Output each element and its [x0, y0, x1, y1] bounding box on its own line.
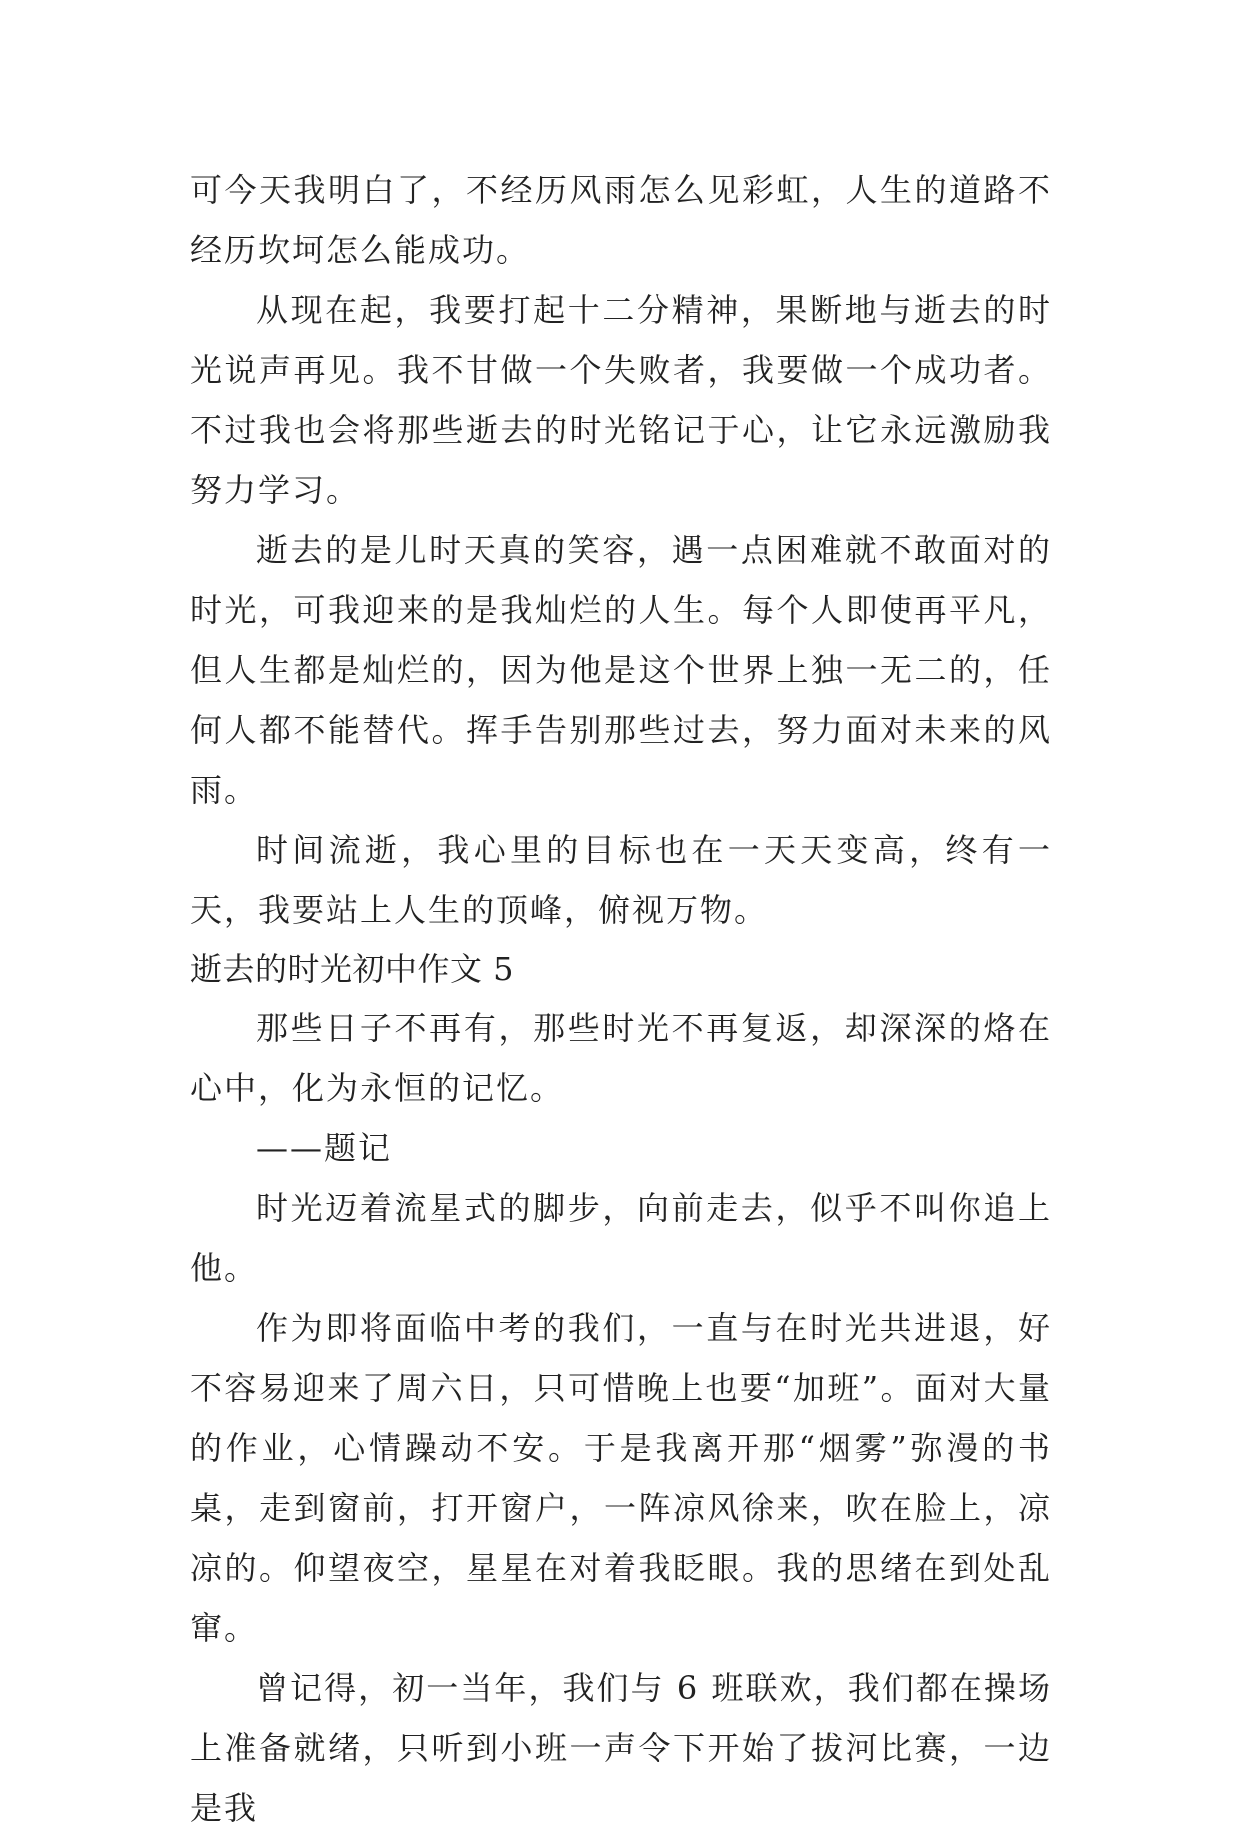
paragraph: 逝去的是儿时天真的笑容，遇一点困难就不敢面对的时光，可我迎来的是我灿烂的人生。每个人即使再平凡，但人生都是灿烂的，因为他是这个世界上独一无二的，任何人都不能替代。挥手告别那些过去，努力面对未来的风雨。 [190, 531, 1052, 809]
paragraph: 那些日子不再有，那些时光不再复返，却深深的烙在心中，化为永恒的记忆。 [190, 1009, 1052, 1107]
section-title: 逝去的时光初中作文 5 [190, 950, 515, 988]
paragraph: 作为即将面临中考的我们，一直与在时光共进退，好不容易迎来了周六日，只可惜晚上也要“加班”。面对大量的作业，心情躁动不安。于是我离开那“烟雾”弥漫的书桌，走到窗前，打开窗户，一阵凉风徐来，吹在脸上，凉凉的。仰望夜空，星星在对着我眨眼。我的思绪在到处乱窜。 [190, 1309, 1052, 1647]
paragraph: 曾记得，初一当年，我们与 6 班联欢，我们都在操场上准备就绪，只听到小班一声令下开始了拔河比赛，一边是我 [190, 1669, 1052, 1827]
paragraph: 时间流逝，我心里的目标也在一天天变高，终有一天，我要站上人生的顶峰，俯视万物。 [190, 831, 1052, 929]
essay-body [190, 160, 1052, 1838]
paragraph: 可今天我明白了，不经历风雨怎么见彩虹，人生的道路不经历坎坷怎么能成功。 [190, 171, 1052, 269]
paragraph: 从现在起，我要打起十二分精神，果断地与逝去的时光说声再见。我不甘做一个失败者，我要做一个成功者。不过我也会将那些逝去的时光铭记于心，让它永远激励我努力学习。 [190, 291, 1052, 509]
paragraph: 时光迈着流星式的脚步，向前走去，似乎不叫你追上他。 [190, 1189, 1052, 1287]
epigraph-attribution: ——题记 [256, 1129, 393, 1167]
